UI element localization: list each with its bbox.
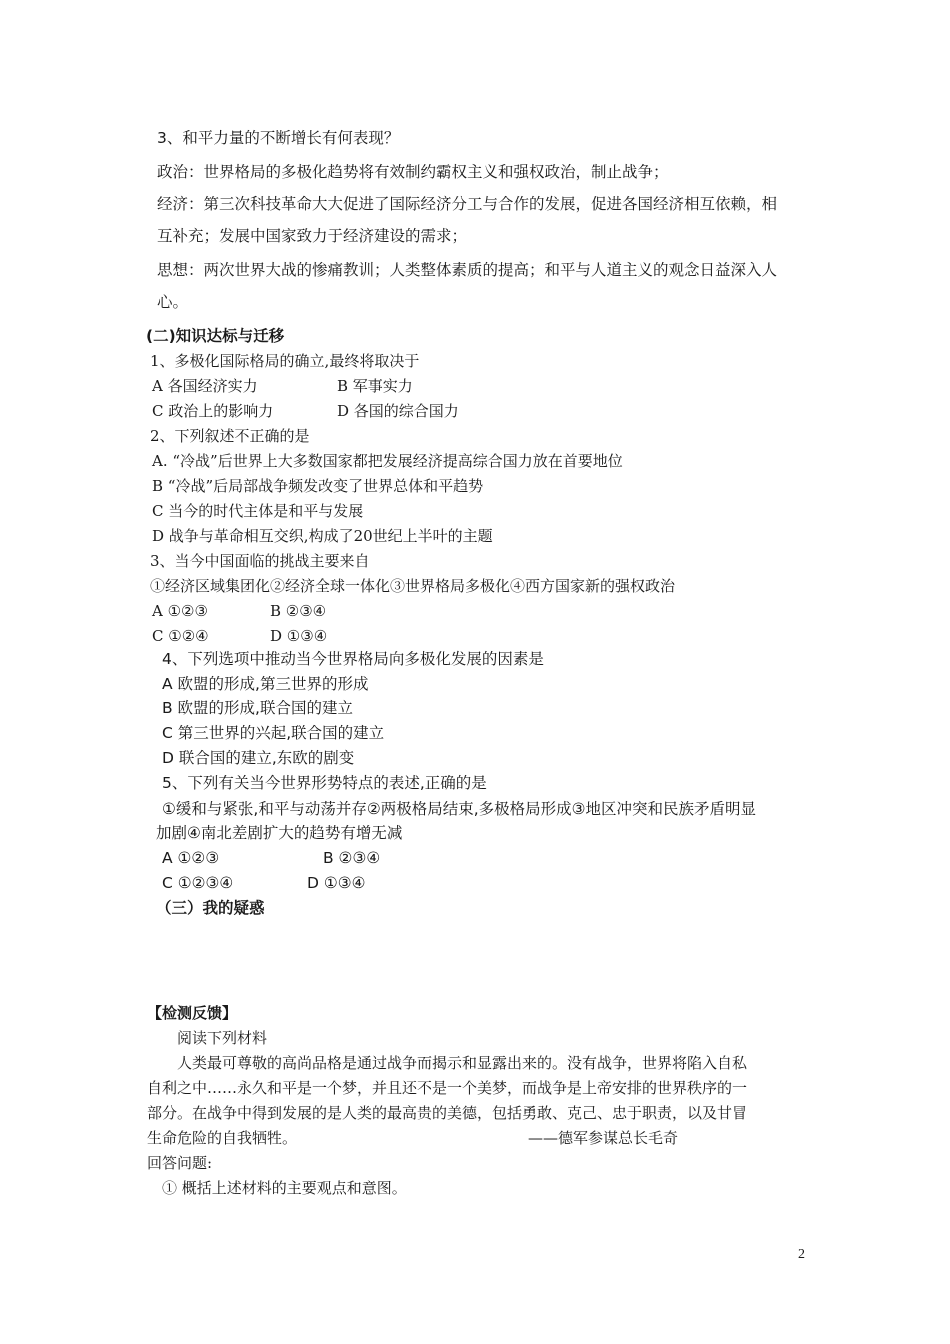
q1-option-d: D 各国的综合国力 [337,402,459,420]
q3-option-d: D ①③④ [270,627,328,645]
section-heading: (二)知识达标与迁移 [146,327,285,345]
section-heading: （三）我的疑惑 [156,899,265,917]
q3-items: ①经济区域集团化②经济全球一体化③世界格局多极化④西方国家新的强权政治 [150,577,676,595]
answer-economy-line1: 经济：第三次科技革命大大促进了国际经济分工与合作的发展，促进各国经济相互依赖，相 [157,195,778,213]
feedback-heading: 【检测反馈】 [147,1004,238,1022]
q2-option-c: C 当今的时代主体是和平与发展 [152,502,364,520]
q5-option-d: D ①③④ [307,874,366,892]
feedback-intro: 阅读下列材料 [177,1029,268,1047]
q3-option-c: C ①②④ [152,627,209,645]
q1-option-b: B 军事实力 [337,377,413,395]
material-source: ——德军参谋总长毛奇 [528,1129,679,1147]
q5-items-line1: ①缓和与紧张,和平与动荡并存②两极格局结束,多极格局形成③地区冲突和民族矛盾明显 [162,800,757,818]
q5-option-a: A ①②③ [162,849,220,867]
material-line2: 自利之中……永久和平是一个梦，并且还不是一个美梦，而战争是上帝安排的世界秩序的一 [147,1079,748,1097]
material-line1: 人类最可尊敬的高尚品格是通过战争而揭示和显露出来的。没有战争，世界将陷入自私 [177,1054,748,1072]
answer-thought-line2: 心。 [157,293,189,311]
answer-thought-line1: 思想：两次世界大战的惨痛教训；人类整体素质的提高；和平与人道主义的观念日益深入人 [157,261,778,279]
page-number: 2 [798,1247,805,1262]
question-1: 1、多极化国际格局的确立,最终将取决于 [150,352,420,370]
q3-option-a: A ①②③ [152,602,208,620]
question-4: 4、下列选项中推动当今世界格局向多极化发展的因素是 [162,650,544,668]
question-3: 3、当今中国面临的挑战主要来自 [150,552,370,570]
q5-option-c: C ①②③④ [162,874,234,892]
q2-option-d: D 战争与革命相互交织,构成了20世纪上半叶的主题 [152,527,493,545]
q3-option-b: B ②③④ [270,602,327,620]
material-line4: 生命危险的自我牺牲。 [147,1129,298,1147]
question-2: 2、下列叙述不正确的是 [150,427,310,445]
q4-option-b: B 欧盟的形成,联合国的建立 [162,699,353,717]
q1-option-a: A 各国经济实力 [152,377,258,395]
question-5: 5、下列有关当今世界形势特点的表述,正确的是 [162,774,487,792]
q2-option-b: B “冷战”后局部战争频发改变了世界总体和平趋势 [152,477,484,495]
q4-option-d: D 联合国的建立,东欧的剧变 [162,749,355,767]
answer-politics: 政治：世界格局的多极化趋势将有效制约霸权主义和强权政治，制止战争； [157,163,669,181]
material-line3: 部分。在战争中得到发展的是人类的最高贵的美德，包括勇敢、克己、忠于职责，以及甘冒 [147,1104,748,1122]
answer-economy-line2: 互补充；发展中国家致力于经济建设的需求； [157,227,468,245]
question-title: 3、和平力量的不断增长有何表现？ [157,129,400,147]
feedback-question-1: ① 概括上述材料的主要观点和意图。 [162,1179,407,1197]
q2-option-a: A. “冷战”后世界上大多数国家都把发展经济提高综合国力放在首要地位 [152,452,623,470]
q5-items-line2: 加剧④南北差剧扩大的趋势有增无减 [156,824,403,842]
answer-label: 回答问题: [147,1154,213,1172]
q4-option-c: C 第三世界的兴起,联合国的建立 [162,724,385,742]
q1-option-c: C 政治上的影响力 [152,402,274,420]
q4-option-a: A 欧盟的形成,第三世界的形成 [162,675,369,693]
q5-option-b: B ②③④ [323,849,381,867]
